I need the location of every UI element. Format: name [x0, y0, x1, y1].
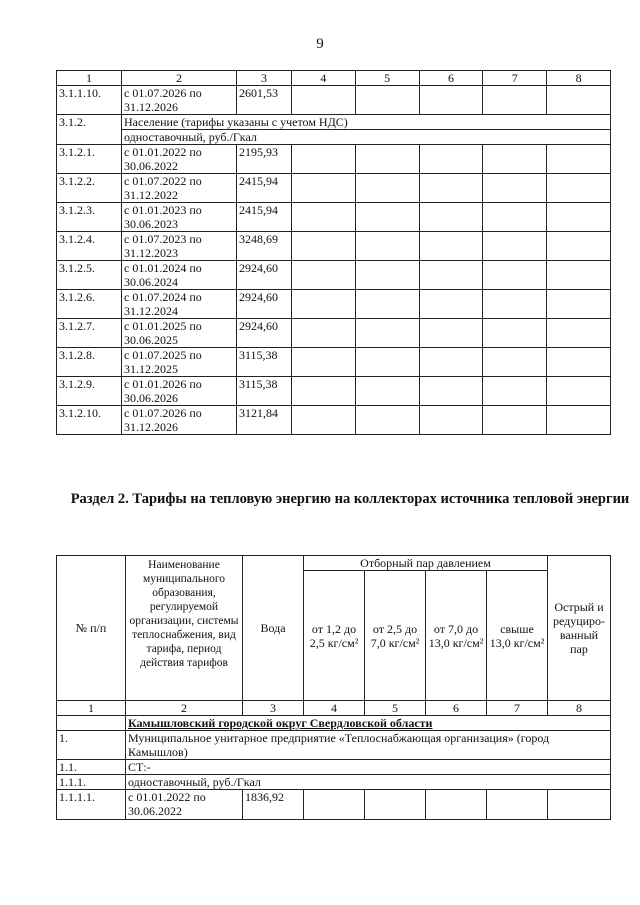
district-name: Камышловский городской округ Свердловской области [126, 716, 611, 731]
table-row [57, 377, 611, 406]
table-row [57, 232, 611, 261]
head-sharp-steam: Острый и редуциро-ванный пар [548, 556, 611, 701]
col-4: 4 [304, 701, 365, 716]
table-row [57, 290, 611, 319]
head-name: Наименование муниципального образования, регулируемой организации, системы теплоснабжения, вид тарифа, период действия тарифов [126, 556, 243, 701]
row-period: с 01.01.2024 по 30.06.2024 [122, 261, 237, 290]
row-num: 3.1.2.2. [57, 174, 122, 203]
row-value: 2415,94 [237, 203, 292, 232]
col-1: 1 [57, 71, 122, 86]
table-row [57, 86, 611, 115]
table-row [57, 790, 611, 820]
head-p4: свыше 13,0 кг/см² [487, 571, 548, 701]
row-period: с 01.01.2026 по 30.06.2026 [122, 377, 237, 406]
table-header-row [57, 71, 611, 86]
row-value: 2924,60 [237, 290, 292, 319]
col-4: 4 [292, 71, 356, 86]
row-value: 1836,92 [243, 790, 304, 820]
table-row [57, 261, 611, 290]
table-row [57, 319, 611, 348]
head-p2: от 2,5 до 7,0 кг/см² [365, 571, 426, 701]
row-value: 3121,84 [237, 406, 292, 435]
table-row [57, 348, 611, 377]
row-value: 3115,38 [237, 377, 292, 406]
col-5: 5 [365, 701, 426, 716]
row-num: 3.1.2.8. [57, 348, 122, 377]
row-period: с 01.07.2026 по 31.12.2026 [122, 406, 237, 435]
row-num: 3.1.2.10. [57, 406, 122, 435]
table-row [57, 406, 611, 435]
col-8: 8 [547, 71, 611, 86]
org-row [57, 731, 611, 760]
row-value: 2195,93 [237, 145, 292, 174]
head-steam-group: Отборный пар давлением [304, 556, 548, 571]
row-value: 2924,60 [237, 319, 292, 348]
row-num: 3.1.2.1. [57, 145, 122, 174]
group-row [57, 115, 611, 130]
row-num: 3.1.2.4. [57, 232, 122, 261]
row-value: 3248,69 [237, 232, 292, 261]
col-2: 2 [126, 701, 243, 716]
group-subtitle: одноставочный, руб./Гкал [122, 130, 611, 145]
row-num: 3.1.2.5. [57, 261, 122, 290]
group-num: 3.1.2. [57, 115, 122, 145]
col-5: 5 [355, 71, 419, 86]
col-7: 7 [483, 71, 547, 86]
row-period: с 01.01.2022 по 30.06.2022 [126, 790, 243, 820]
row-period: с 01.07.2025 по 31.12.2025 [122, 348, 237, 377]
col-3: 3 [243, 701, 304, 716]
head-p3: от 7,0 до 13,0 кг/см² [426, 571, 487, 701]
row-num: 3.1.2.3. [57, 203, 122, 232]
row-period: с 01.01.2022 по 30.06.2022 [122, 145, 237, 174]
row-period: с 01.07.2022 по 31.12.2022 [122, 174, 237, 203]
system-name: СТ:- [126, 760, 611, 775]
tariff-type-row [57, 775, 611, 790]
system-row [57, 760, 611, 775]
group-subtitle-row [57, 130, 611, 145]
table-header-numbers [57, 701, 611, 716]
head-num: № п/п [57, 556, 126, 701]
row-period: с 01.01.2025 по 30.06.2025 [122, 319, 237, 348]
row-period: с 01.07.2023 по 31.12.2023 [122, 232, 237, 261]
tariff-type-num: 1.1.1. [57, 775, 126, 790]
head-p1: от 1,2 до 2,5 кг/см² [304, 571, 365, 701]
row-num: 3.1.2.6. [57, 290, 122, 319]
row-value: 2415,94 [237, 174, 292, 203]
tariff-table-collectors [56, 555, 611, 820]
col-1: 1 [57, 701, 126, 716]
system-num: 1.1. [57, 760, 126, 775]
col-3: 3 [237, 71, 292, 86]
row-period: с 01.01.2023 по 30.06.2023 [122, 203, 237, 232]
group-title: Население (тарифы указаны с учетом НДС) [122, 115, 611, 130]
row-period: с 01.07.2026 по 31.12.2026 [122, 86, 237, 115]
col-6: 6 [426, 701, 487, 716]
district-row [57, 716, 611, 731]
table-row [57, 174, 611, 203]
row-value: 2601,53 [237, 86, 292, 115]
org-name: Муниципальное унитарное предприятие «Теплоснабжающая организация» (город Камышлов) [126, 731, 611, 760]
col-2: 2 [122, 71, 237, 86]
head-water: Вода [243, 556, 304, 701]
row-num: 3.1.2.7. [57, 319, 122, 348]
table-row [57, 145, 611, 174]
row-num: 1.1.1.1. [57, 790, 126, 820]
col-8: 8 [548, 701, 611, 716]
section-title: Раздел 2. Тарифы на тепловую энергию на коллекторах источника тепловой энергии [70, 491, 630, 507]
row-value: 3115,38 [237, 348, 292, 377]
col-6: 6 [419, 71, 483, 86]
table-head-row [57, 556, 611, 571]
row-period: с 01.07.2024 по 31.12.2024 [122, 290, 237, 319]
page-number: 9 [316, 36, 324, 52]
row-num: 3.1.2.9. [57, 377, 122, 406]
tariff-type: одноставочный, руб./Гкал [126, 775, 611, 790]
col-7: 7 [487, 701, 548, 716]
row-value: 2924,60 [237, 261, 292, 290]
table-row [57, 203, 611, 232]
row-num: 3.1.1.10. [57, 86, 122, 115]
tariff-table-population [56, 70, 611, 435]
org-num: 1. [57, 731, 126, 760]
